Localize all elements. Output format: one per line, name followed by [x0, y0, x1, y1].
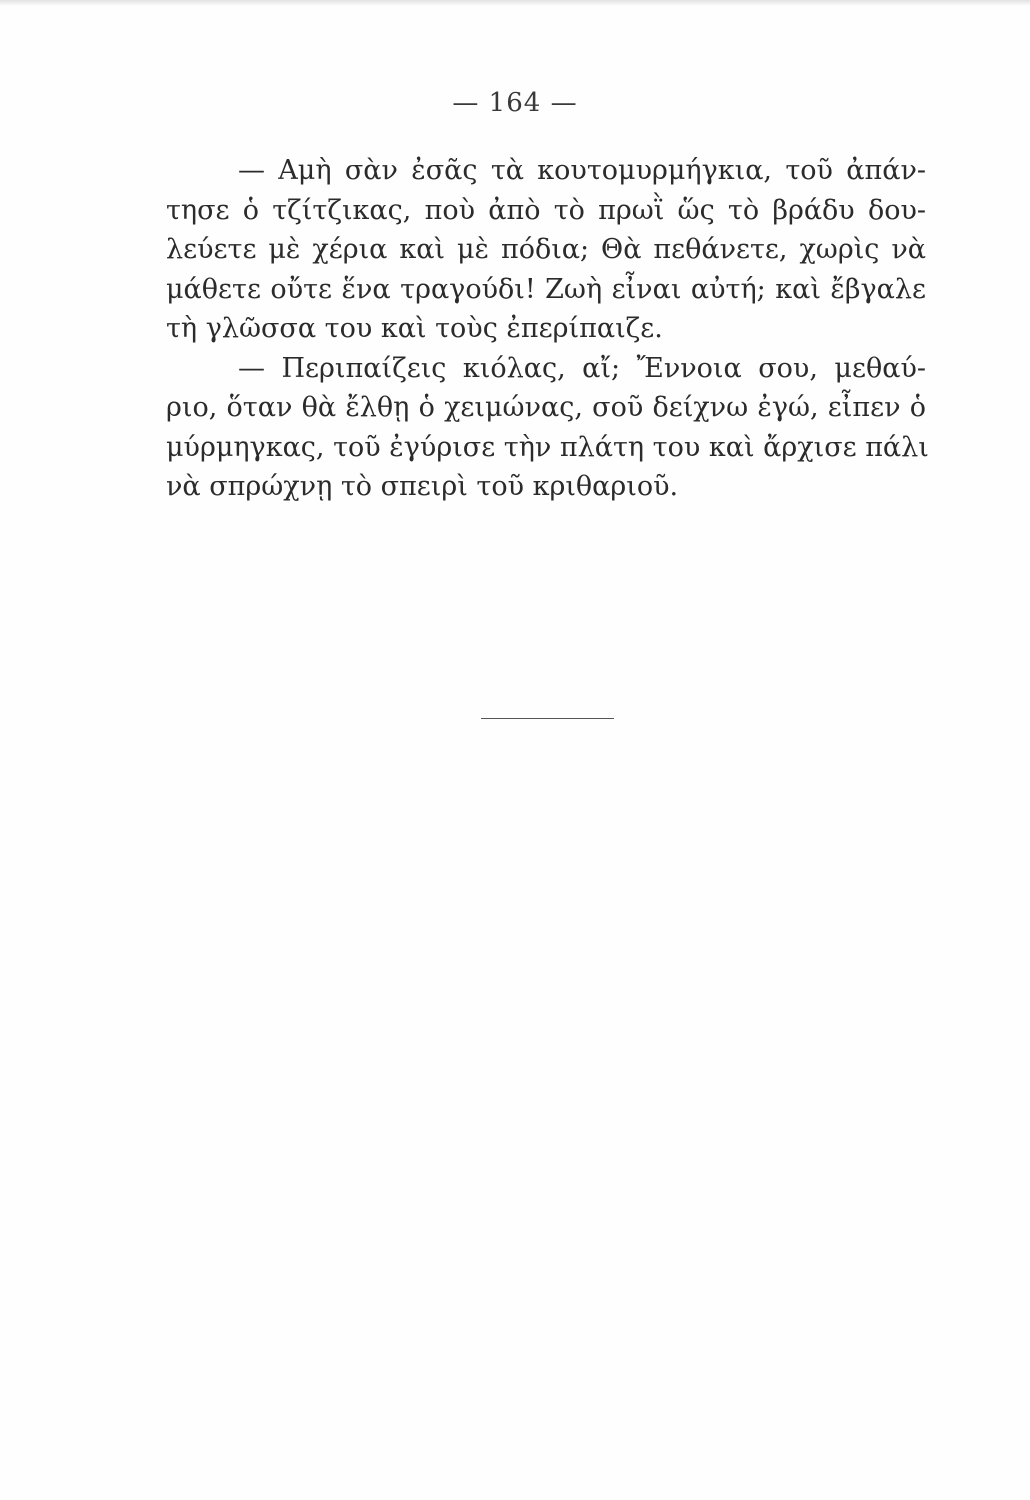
section-separator — [481, 718, 614, 719]
text-line: μύρμηγκας, τοῦ ἐγύρισε τὴν πλάτη του καὶ ἄρχισε πάλι — [166, 431, 929, 463]
text-line: — Αμὴ σὰν ἐσᾶς τὰ κουτομυρμήγκια, τοῦ ἀπάν- — [238, 155, 926, 186]
text-line: λεύετε μὲ χέρια καὶ μὲ πόδια; Θὰ πεθάνετε, χωρὶς νὰ — [166, 234, 926, 265]
text-line: ριο, ὅταν θὰ ἔλθῃ ὁ χειμώνας, σοῦ δείχνω ἐγώ, εἶπεν ὁ — [166, 392, 926, 423]
text-line: τὴ γλῶσσα του καὶ τοὺς ἐπερίπαιζε. — [166, 313, 663, 344]
text-line: τησε ὁ τζίτζικας, ποὺ ἀπὸ τὸ πρωῒ ὥς τὸ βράδυ δου- — [166, 194, 926, 226]
body-text — [166, 151, 929, 507]
page-number: — 164 — — [452, 88, 578, 118]
page-top-edge — [0, 0, 1030, 6]
text-line: μάθετε οὔτε ἕνα τραγούδι! Ζωὴ εἶναι αὐτή; καὶ ἔβγαλε — [166, 273, 926, 305]
text-line: — Περιπαίζεις κιόλας, αἴ; Ἔννοια σου, μεθαύ- — [238, 352, 926, 384]
text-line: νὰ σπρώχνῃ τὸ σπειρὶ τοῦ κριθαριοῦ. — [166, 471, 679, 502]
